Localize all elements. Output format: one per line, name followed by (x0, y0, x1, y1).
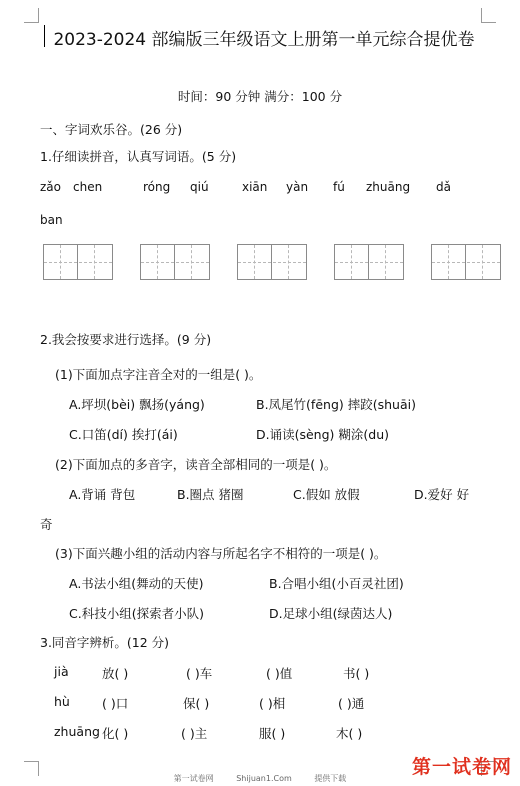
q3-row-2-item-3: ( )相 (259, 696, 286, 711)
question-3-heading: 3.同音字辨析。(12 分) (40, 635, 170, 650)
question-2-heading: 2.我会按要求进行选择。(9 分) (40, 332, 212, 347)
pinyin-3: róng (143, 180, 171, 194)
option-2-1-c: C.口笛(dí) 挨打(ái) (69, 427, 178, 442)
option-2-2-d-wrap: 奇 (40, 517, 53, 532)
writing-box-1[interactable] (43, 244, 113, 280)
option-2-1-d: D.诵读(sèng) 糊涂(du) (256, 427, 389, 442)
pinyin-1: zǎo (40, 180, 61, 194)
pinyin-10: ban (40, 213, 63, 227)
option-2-3-b: B.合唱小组(小百灵社团) (269, 576, 404, 591)
q3-row-1-item-1: 放( ) (102, 666, 129, 681)
option-2-3-c: C.科技小组(探索者小队) (69, 606, 204, 621)
option-2-1-b: B.凤尾竹(fēng) 摔跤(shuāi) (256, 397, 416, 412)
pinyin-7: fú (333, 180, 345, 194)
q3-row-1-item-3: ( )值 (266, 666, 293, 681)
option-2-3-a: A.书法小组(舞动的天使) (69, 576, 204, 591)
option-2-2-b: B.圈点 猪圈 (177, 487, 244, 502)
option-2-3-d: D.足球小组(绿茵达人) (269, 606, 393, 621)
watermark-logo: 第一试卷网 (411, 756, 512, 778)
pinyin-4: qiú (190, 180, 209, 194)
crop-mark-top-right (481, 8, 496, 23)
pinyin-9: dǎ (436, 180, 451, 194)
footer-site-url[interactable]: Shijuan1.Com (236, 774, 292, 783)
exam-time-score: 时间：90 分钟 满分：100 分 (177, 89, 343, 104)
option-2-2-d: D.爱好 好 (414, 487, 470, 502)
q3-row-3-item-2: ( )主 (181, 726, 208, 741)
document-title: 2023-2024 部编版三年级语文上册第一单元综合提优卷 (53, 30, 475, 50)
pinyin-8: zhuāng (366, 180, 411, 194)
q3-row-2-item-4: ( )通 (338, 696, 365, 711)
q3-row-3-item-3: 服( ) (259, 726, 286, 741)
question-2-1: (1)下面加点字注音全对的一组是( )。 (55, 367, 262, 382)
q3-row-3-pinyin: zhuāng (54, 724, 100, 739)
question-2-3: (3)下面兴趣小组的活动内容与所起名字不相符的一项是( )。 (55, 546, 387, 561)
footer-download-note: 提供下载 (314, 774, 347, 783)
q3-row-1-item-2: ( )车 (186, 666, 213, 681)
q3-row-2-pinyin: hù (54, 694, 70, 709)
writing-box-4[interactable] (334, 244, 404, 280)
q3-row-1-item-4: 书( ) (343, 666, 370, 681)
option-2-1-a: A.坪坝(bèi) 飘扬(yáng) (69, 397, 205, 412)
q3-row-3-item-1: 化( ) (102, 726, 129, 741)
pinyin-2: chen (73, 180, 103, 194)
pinyin-5: xiān (242, 180, 268, 194)
question-2-2: (2)下面加点的多音字，读音全部相同的一项是( )。 (55, 457, 337, 472)
q3-row-2-item-1: ( )口 (102, 696, 129, 711)
crop-mark-top-left (24, 8, 39, 23)
question-1-heading: 1.仔细读拼音，认真写词语。(5 分) (40, 149, 237, 164)
pinyin-6: yàn (286, 180, 309, 194)
footer-site-name: 第一试卷网 (173, 774, 214, 783)
writing-box-3[interactable] (237, 244, 307, 280)
writing-box-5[interactable] (431, 244, 501, 280)
option-2-2-a: A.背诵 背包 (69, 487, 136, 502)
option-2-2-c: C.假如 放假 (293, 487, 360, 502)
q3-row-3-item-4: 木( ) (336, 726, 363, 741)
q3-row-1-pinyin: jià (54, 664, 69, 679)
section-1-heading: 一、字词欢乐谷。(26 分) (40, 122, 183, 137)
writing-box-2[interactable] (140, 244, 210, 280)
q3-row-2-item-2: 保( ) (183, 696, 210, 711)
